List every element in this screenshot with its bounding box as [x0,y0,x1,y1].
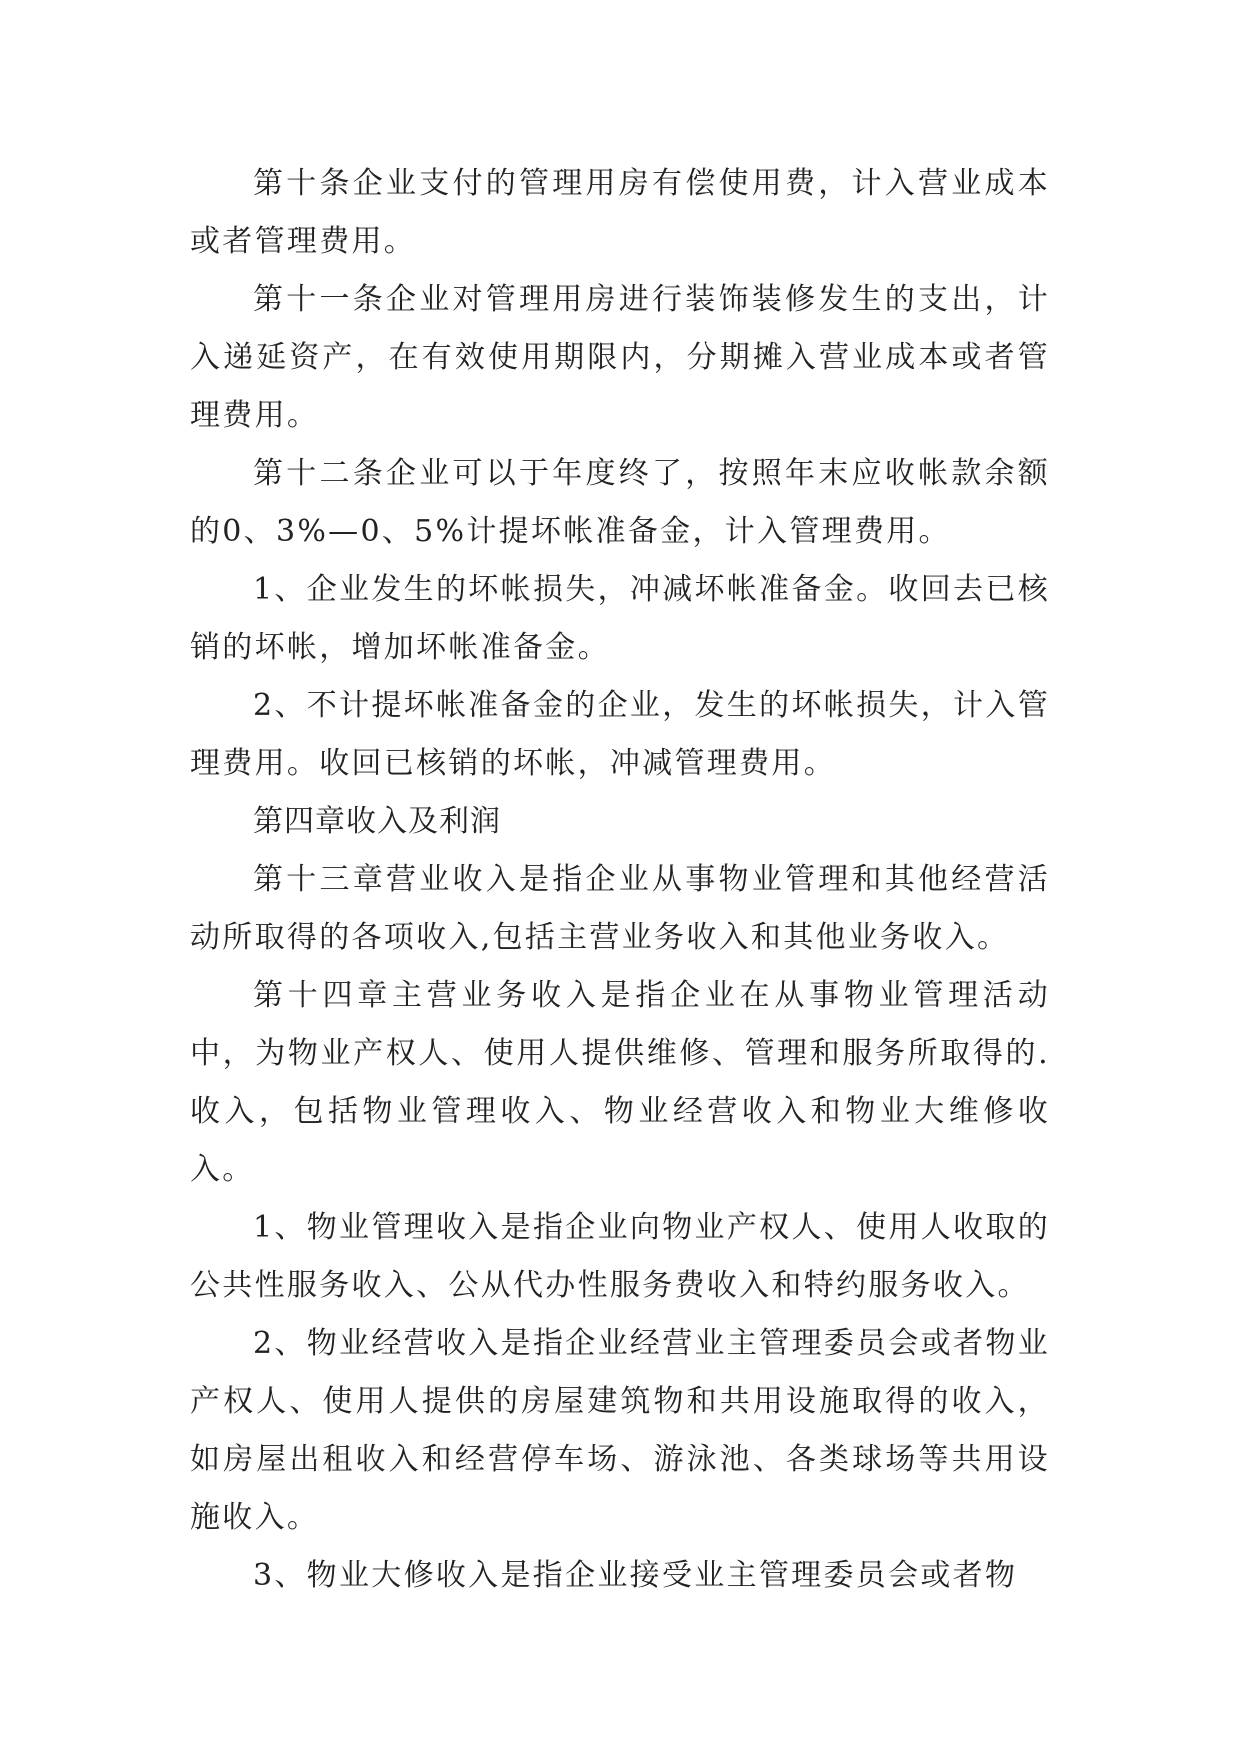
chapter-4-heading: 第四章收入及利润 [253,804,501,839]
article-14-item-2: 2、物业经营收入是指企业经营业主管理委员会或者物业产权人、使用人提供的房屋建筑物和共用设施取得的收入，如房屋出租收入和经营停车场、游泳池、各类球场等共用设施收入。 [190,1326,1050,1535]
article-12-item-1: 1、企业发生的坏帐损失，冲减坏帐准备金。收回去已核销的坏帐，增加坏帐准备金。 [190,572,1050,665]
article-12-paragraph: 第十二条企业可以于年度终了，按照年末应收帐款余额的0、3%—0、5%计提坏帐准备金，计入管理费用。 [190,456,1050,549]
article-14-paragraph: 第十四章主营业务收入是指企业在从事物业管理活动中，为物业产权人、使用人提供维修、管理和服务所取得的.收入，包括物业管理收入、物业经营收入和物业大维修收入。 [190,978,1050,1187]
article-14-item-3: 3、物业大修收入是指企业接受业主管理委员会或者物 [253,1558,1018,1593]
article-13-paragraph: 第十三章营业收入是指企业从事物业管理和其他经营活动所取得的各项收入,包括主营业务收入和其他业务收入。 [190,862,1050,955]
article-12-item-2: 2、不计提坏帐准备金的企业，发生的坏帐损失，计入管理费用。收回已核销的坏帐，冲减管理费用。 [190,688,1050,781]
article-14-item-1: 1、物业管理收入是指企业向物业产权人、使用人收取的公共性服务收入、公从代办性服务费收入和特约服务收入。 [190,1210,1050,1303]
document-body [190,155,1050,1605]
article-11-paragraph: 第十一条企业对管理用房进行装饰装修发生的支出，计入递延资产，在有效使用期限内，分期摊入营业成本或者管理费用。 [190,282,1050,433]
article-10-paragraph: 第十条企业支付的管理用房有偿使用费，计入营业成本或者管理费用。 [190,166,1050,259]
